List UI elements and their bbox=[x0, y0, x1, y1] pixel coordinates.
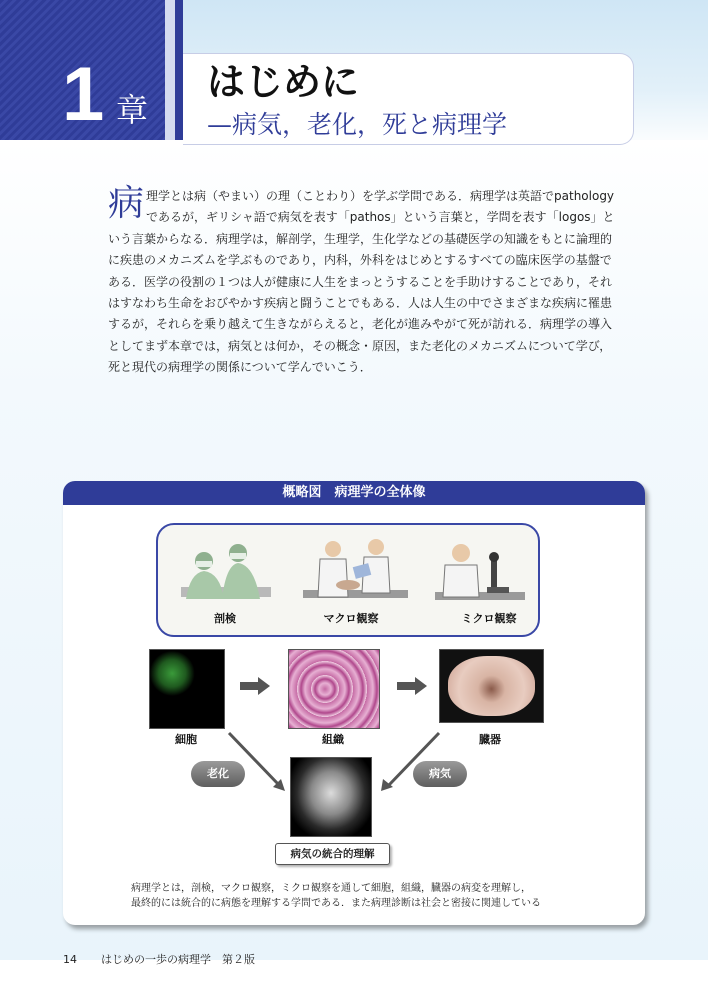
arrow-right-icon bbox=[238, 675, 272, 697]
cell-image bbox=[149, 649, 225, 729]
caption-line: 最終的には統合的に病態を理解する学問である．また病理診断は社会と密接に関連している bbox=[131, 898, 541, 909]
organ-image bbox=[439, 649, 544, 723]
chapter-divider-dark bbox=[175, 0, 183, 140]
chapter-divider-light bbox=[165, 0, 175, 140]
label-macro: マクロ観察 bbox=[323, 612, 379, 625]
autopsy-illustration bbox=[176, 539, 276, 605]
label-autopsy: 剖検 bbox=[214, 612, 236, 625]
label-micro: ミクロ観察 bbox=[461, 612, 517, 625]
micro-observation-illustration bbox=[433, 537, 528, 605]
dropcap: 病 bbox=[108, 183, 145, 224]
diagram-caption bbox=[131, 881, 631, 911]
label-organ: 臓器 bbox=[479, 733, 501, 746]
page-footer bbox=[63, 951, 279, 967]
page-number: 14 bbox=[63, 953, 77, 966]
chapter-number: 1 bbox=[62, 52, 105, 137]
mri-image bbox=[290, 757, 372, 837]
intro-paragraph bbox=[108, 183, 616, 379]
integrated-understanding-box: 病気の統合的理解 bbox=[275, 843, 390, 865]
disease-pill: 病気 bbox=[413, 761, 467, 787]
intro-text: 理学とは病（やまい）の理（ことわり）を学ぶ学問である．病理学は英語でpathologyであるが，ギリシャ語で病気を表す「pathos」という言葉と，学問を表す「logos」という言葉からなる．病理学は，解剖学，生理学，生化学などの基礎医学の知識をもとに論理的に疾患のメカニズムを学ぶものであり，内科，外科をはじめとするすべての臨床医学の基盤である．医学の役割の１つは人が健康に人生をまっとうすることを手助けすることであり，それはすなわち生命をおびやかす疾病と闘うことでもある．人は人生の中でさまざまな疾病に罹患するが，それらを乗り越えて生きながらえると，老化が進みやがて死が訪れる．病理学の導入としてまず本章では，病気とは何か，その概念・原因，また老化のメカニズムについて学び，死と現代の病理学の関係について学んでいこう． bbox=[108, 189, 615, 375]
label-cell: 細胞 bbox=[175, 733, 197, 746]
label-tissue: 組織 bbox=[322, 733, 344, 746]
page-subtitle: —病気，老化，死と病理学 bbox=[207, 110, 508, 139]
aging-pill: 老化 bbox=[191, 761, 245, 787]
overview-diagram bbox=[63, 481, 645, 925]
arrow-right-icon bbox=[395, 675, 429, 697]
diagram-header: 概略図 病理学の全体像 bbox=[63, 481, 645, 505]
book-title: はじめの一歩の病理学 第２版 bbox=[101, 953, 255, 966]
page-title: はじめに bbox=[207, 60, 360, 104]
tissue-image bbox=[288, 649, 380, 729]
macro-observation-illustration bbox=[298, 535, 413, 605]
caption-line: 病理学とは，剖検，マクロ観察，ミクロ観察を通して細胞，組織，臓器の病変を理解し， bbox=[131, 883, 531, 894]
chapter-label: 章 bbox=[116, 91, 149, 129]
